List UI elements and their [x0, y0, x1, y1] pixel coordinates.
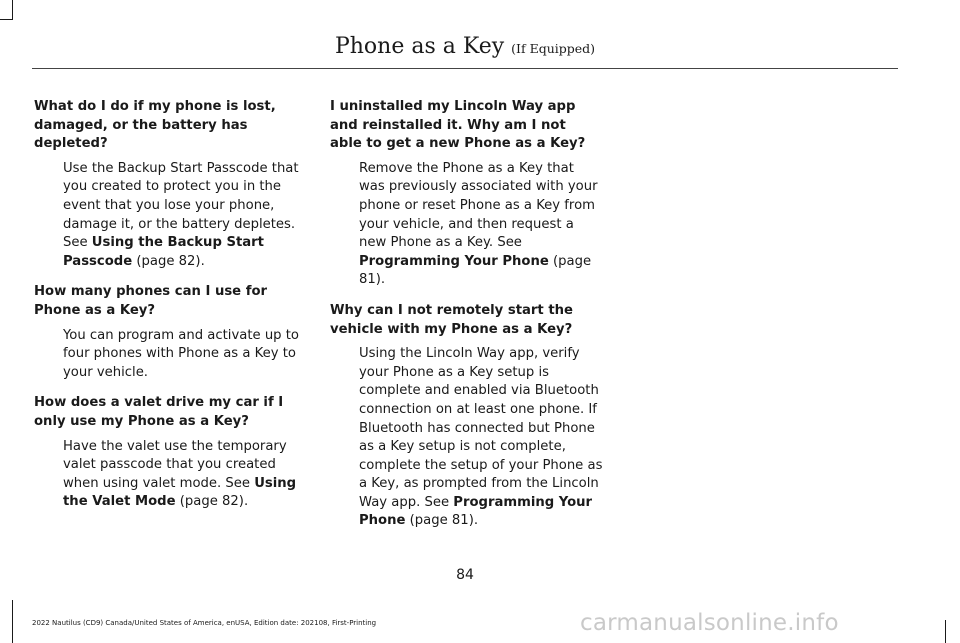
page-reference: (page 82). — [132, 253, 205, 269]
faq-question: What do I do if my phone is lost, damaged, or the battery has depleted? — [34, 99, 276, 152]
header-divider — [32, 68, 898, 69]
faq-question: Why can I not remotely start the vehicle with my Phone as a Key? — [330, 302, 573, 337]
faq-question: I uninstalled my Lincoln Way app and reinstalled it. Why am I not able to get a new Phone as a Key? — [330, 99, 586, 152]
faq-answer-text: Using the Lincoln Way app, verify your Phone as a Key setup is complete and enabled via Bluetooth connection on at least one phone. If Bluetooth has connected but Phone as a Key setup is not complete, complete the setup of your Phone as a Key, as prompted from the Lincoln Way app. See — [359, 346, 603, 510]
faq-answer-text: Use the Backup Start Passcode that you created to protect you in the event that you lose your phone, damage it, or the battery depletes. See — [63, 160, 299, 251]
page-title: Phone as a Key — [334, 34, 505, 59]
crop-mark-top-left — [12, 0, 13, 20]
faq-question: How does a valet drive my car if I only use my Phone as a Key? — [34, 395, 284, 429]
cross-reference-link: Programming Your Phone — [359, 253, 549, 269]
faq-answer-text: You can program and activate up to four phones with Phone as a Key to your vehicle. — [63, 327, 299, 380]
page-header — [0, 34, 930, 59]
edition-footer: 2022 Nautilus (CD9) Canada/United States of America, enUSA, Edition date: 202108, First-Printing — [32, 619, 377, 627]
left-column — [34, 98, 306, 524]
page-reference: (page 82). — [175, 494, 249, 510]
faq-answer-text: Remove the Phone as a Key that was previously associated with your phone or reset Phone as a Key from your vehicle, and then request a new Phone as a Key. See — [359, 160, 598, 251]
faq-answer — [63, 438, 307, 512]
page-number: 84 — [456, 567, 474, 583]
page-reference: (page 81). — [405, 513, 479, 529]
page-reference: (page 81). — [359, 253, 592, 288]
faq-answer — [63, 327, 307, 383]
cross-reference-link: Programming Your Phone — [359, 494, 593, 529]
faq-answer-text: Have the valet use the temporary valet passcode that you created when using valet mode. See — [63, 438, 287, 491]
faq-answer — [359, 160, 603, 290]
crop-mark-top-left-h — [0, 19, 13, 20]
page-subtitle: (If Equipped) — [511, 41, 596, 56]
faq-question: How many phones can I use for Phone as a Key? — [34, 284, 268, 318]
faq-answer — [63, 160, 307, 272]
cross-reference-link: Using the Valet Mode — [63, 475, 297, 510]
crop-mark-bottom-left — [12, 600, 13, 643]
right-column — [330, 98, 602, 543]
watermark: carmanualsonline.info — [580, 610, 839, 636]
faq-answer — [359, 345, 603, 531]
crop-mark-bottom-right — [945, 620, 946, 643]
cross-reference-link: Using the Backup Start Passcode — [63, 235, 264, 269]
